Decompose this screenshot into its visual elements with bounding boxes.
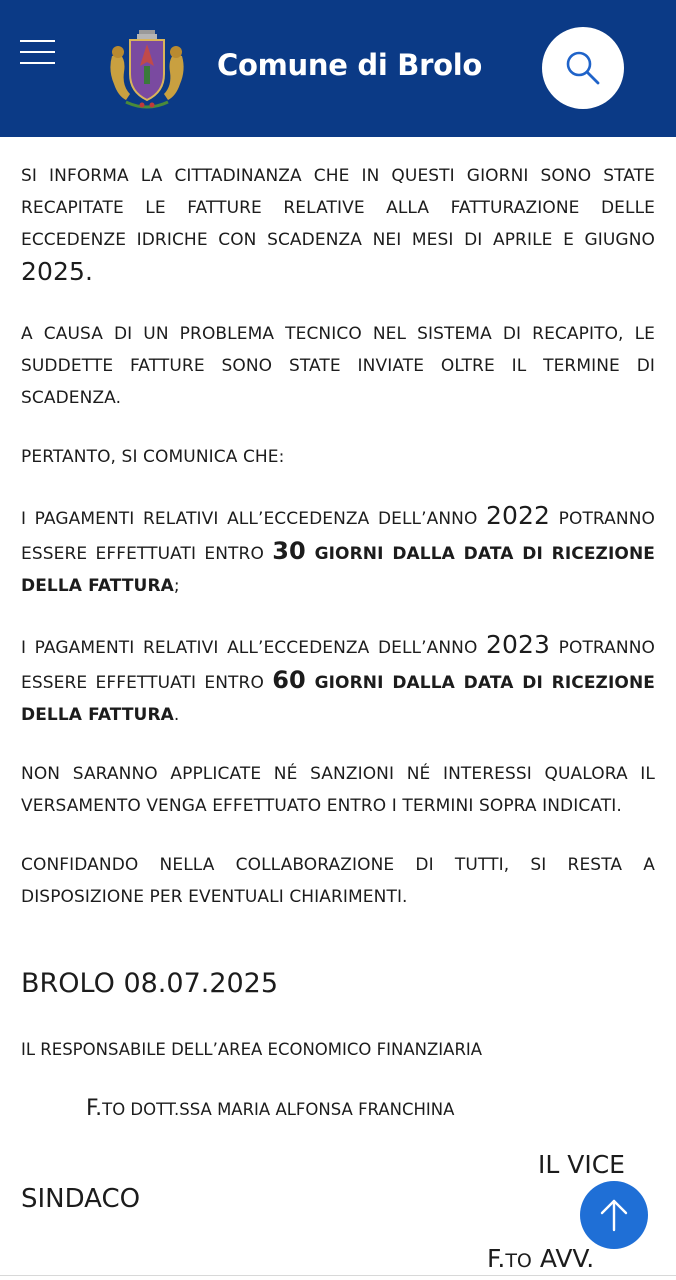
notice-paragraph-3: PERTANTO, SI COMUNICA CHE: (21, 447, 285, 467)
notice-body (21, 160, 655, 940)
notice-paragraph-5: I PAGAMENTI RELATIVI ALL’ECCEDENZA DELL’ANNO 2023 POTRANNO ESSERE EFFETTUATI ENTRO 60 GIORNI DALLA DATA DI RICEZIONE DELLA FATTURA. (21, 630, 656, 725)
avv-signature: F.TO AVV. (487, 1244, 595, 1273)
municipal-crest-logo[interactable] (104, 26, 190, 112)
bottom-divider (0, 1275, 676, 1276)
search-button[interactable] (542, 27, 624, 109)
signer-name: F.TO DOTT.SSA MARIA ALFONSA FRANCHINA (86, 1096, 455, 1121)
vice-title: IL VICE (538, 1150, 625, 1179)
site-header (0, 0, 676, 137)
notice-paragraph-4: I PAGAMENTI RELATIVI ALL’ECCEDENZA DELL’ANNO 2022 POTRANNO ESSERE EFFETTUATI ENTRO 30 GIORNI DALLA DATA DI RICEZIONE DELLA FATTURA; (21, 501, 656, 596)
notice-paragraph-7: CONFIDANDO NELLA COLLABORAZIONE DI TUTTI, SI RESTA A DISPOSIZIONE PER EVENTUALI CHIARIMENTI. (21, 855, 655, 907)
scroll-to-top-button[interactable] (580, 1181, 648, 1249)
notice-paragraph-1: SI INFORMA LA CITTADINANZA CHE IN QUESTI GIORNI SONO STATE RECAPITATE LE FATTURE RELATIVE ALLA FATTURAZIONE DELLE ECCEDENZE IDRICHE CON SCADENZA NEI MESI DI APRILE E GIUGNO 2025. (21, 166, 655, 286)
responsible-office: IL RESPONSABILE DELL’AREA ECONOMICO FINANZIARIA (21, 1040, 483, 1059)
place-date: BROLO 08.07.2025 (21, 968, 279, 999)
arrow-up-icon (599, 1198, 629, 1232)
site-title[interactable]: Comune di Brolo (217, 48, 482, 82)
hamburger-menu-icon[interactable] (20, 40, 56, 66)
search-icon (564, 49, 602, 87)
notice-paragraph-6: NON SARANNO APPLICATE NÉ SANZIONI NÉ INTERESSI QUALORA IL VERSAMENTO VENGA EFFETTUATO ENTRO I TERMINI SOPRA INDICATI. (21, 764, 655, 816)
notice-paragraph-2: A CAUSA DI UN PROBLEMA TECNICO NEL SISTEMA DI RECAPITO, LE SUDDETTE FATTURE SONO STATE INVIATE OLTRE IL TERMINE DI SCADENZA. (21, 324, 655, 408)
sindaco-title: SINDACO (21, 1184, 141, 1214)
